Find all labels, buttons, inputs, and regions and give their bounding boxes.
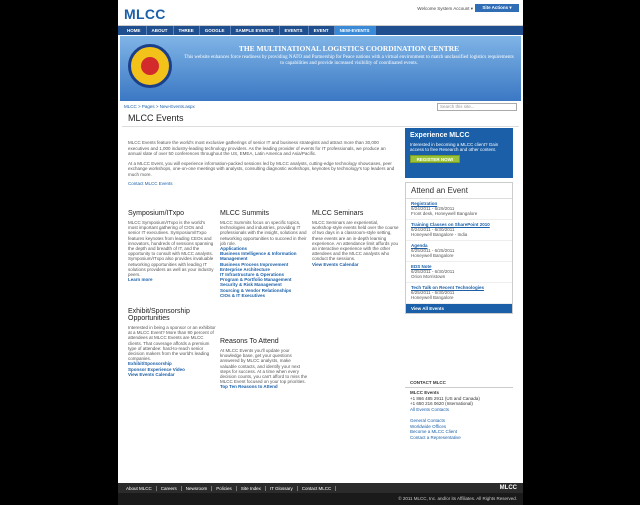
promo-title: Experience MLCC xyxy=(410,132,470,139)
contact-events-link[interactable]: Contact MLCC Events xyxy=(128,181,173,186)
summits-title: MLCC Summits xyxy=(220,210,270,217)
summit-link[interactable]: Business Process Improvement xyxy=(220,261,289,267)
event-title-link[interactable]: EDS Note xyxy=(411,264,432,269)
summit-link[interactable]: Applications xyxy=(220,246,248,252)
symposium-learn-more-link[interactable]: Learn more xyxy=(128,277,153,283)
footer-link[interactable]: About MLCC xyxy=(122,486,157,491)
sponsorship-calendar-link[interactable]: View Events Calendar xyxy=(128,371,175,377)
nav-event[interactable]: EVENT xyxy=(309,26,335,35)
footer-link[interactable]: Site Index xyxy=(237,486,266,491)
summits-text: MLCC Summits focus on specific topics, technologies and industries, providing IT professionals with the insight, solutions and networking opportunities to succeed in their job role. xyxy=(220,220,307,246)
site-actions-button[interactable]: Site Actions ▾ xyxy=(475,4,519,12)
contact-link[interactable]: Contact a Representative xyxy=(410,434,461,440)
summit-link[interactable]: Security & Risk Management xyxy=(220,282,282,288)
banner xyxy=(120,36,521,101)
seminars-title: MLCC Seminars xyxy=(312,210,364,217)
event-place: Orion Morristown xyxy=(411,274,446,279)
summits-column xyxy=(220,210,308,298)
contact-header: CONTACT MLCC xyxy=(405,378,513,388)
page-title: MLCC Events xyxy=(122,113,519,127)
copyright: © 2011 MLCC, Inc. and/or its Affiliates. All Rights Reserved. xyxy=(118,493,523,505)
footer-link[interactable]: IT Glossary xyxy=(266,486,298,491)
contact-phone: +1 650 216 0620 (International) xyxy=(410,401,473,406)
attend-event-panel xyxy=(405,182,513,314)
welcome-menu[interactable]: Welcome System Account ▾ xyxy=(417,6,473,11)
summit-link[interactable]: IT Infrastructure & Operations xyxy=(220,272,285,278)
event-date: 6/24/2011 - 6/29/2011 xyxy=(411,206,455,211)
reasons-text: At MLCC Events you'll update your knowledge base, get your questions answered by MLCC analysts, make valuable contacts, and identify your next steps for success. At a time when every decision counts, you can't afford to miss the MLCC Event focused on your top priorities. xyxy=(220,348,308,385)
event-date: 6/25/2011 - 6/25/2011 xyxy=(411,248,455,253)
experience-promo xyxy=(405,128,513,178)
event-place: Honeywell Bangalore xyxy=(411,295,454,300)
summit-link[interactable]: Program & Portfolio Management xyxy=(220,277,292,283)
seminars-text: MLCC Seminars are experiential, workshop-style events held over the course of two days in a classroom-style setting, these events are an in-depth learning experience. An attendance limit affords you an interactive experience with the other attendees and the MLCC analysts who conduct the sessions. xyxy=(312,220,399,262)
contact-link[interactable]: General Contacts xyxy=(410,418,446,423)
sponsorship-link[interactable]: Exhibit/Sponsorship xyxy=(128,361,172,367)
reasons-title: Reasons To Attend xyxy=(220,338,279,345)
reasons-column xyxy=(220,338,308,390)
intro-paragraph: MLCC Events feature the world's most exclusive gatherings of senior IT and business strategists and attract more than 30,000 executives and 1,000 industry-leading technology providers. As the leading provider of events for IT professionals, we produce an annual slate of over 50 conferences throughout the US, EMEA, Latin America and Asia/Pacific. xyxy=(128,140,386,156)
nav-home[interactable]: HOME xyxy=(122,26,147,35)
summit-link[interactable]: CIOs & IT Executives xyxy=(220,292,266,298)
footer-logo: MLCC xyxy=(499,485,517,491)
footer-link[interactable]: Policies xyxy=(212,486,237,491)
seminars-calendar-link[interactable]: View Events Calendar xyxy=(312,261,359,267)
contact-subheader: MLCC Events xyxy=(410,390,440,395)
register-now-button[interactable]: REGISTER NOW! xyxy=(410,155,460,163)
sponsorship-title: Exhibit/Sponsorship Opportunities xyxy=(128,308,190,322)
event-title-link[interactable]: Registration xyxy=(411,201,438,206)
event-place: Honeywell Bangalore xyxy=(411,253,454,258)
breadcrumb[interactable]: MLCC > Pages > New-Events.aspx xyxy=(124,104,195,109)
event-place: Honeywell Bangalore - India xyxy=(411,232,468,237)
symposium-title: Symposium/ITxpo xyxy=(128,210,185,217)
page xyxy=(118,0,523,505)
summit-link[interactable]: Enterprise Architecture xyxy=(220,266,270,272)
nav-google[interactable]: GOOGLE xyxy=(200,26,231,35)
intro-text xyxy=(128,140,398,191)
nav-sample-events[interactable]: SAMPLE EVENTS xyxy=(231,26,280,35)
event-date: 6/25/2011 - 6/30/2011 xyxy=(411,290,455,295)
event-place: Front desk, Honeywell Bangalore xyxy=(411,211,478,216)
reasons-link[interactable]: Top Ten Reasons to Attend xyxy=(220,384,278,390)
mlcc-seal-icon xyxy=(128,44,172,88)
nav-about[interactable]: ABOUT xyxy=(147,26,174,35)
sponsorship-column xyxy=(128,308,216,377)
contact-link[interactable]: Become a MLCC Client xyxy=(410,429,458,434)
nav-events[interactable]: EVENTS xyxy=(280,26,309,35)
symposium-column xyxy=(128,210,216,282)
top-bar xyxy=(118,0,523,26)
view-all-events-link[interactable]: View All Events xyxy=(406,304,512,313)
summit-link[interactable]: Sourcing & Vendor Relationships xyxy=(220,287,292,293)
contact-phone: +1 866 485 2911 (US and Canada) xyxy=(410,395,480,401)
event-date: 6/24/2011 - 6/30/2011 xyxy=(411,227,455,232)
top-nav xyxy=(118,26,523,35)
site-logo[interactable]: MLCC xyxy=(124,6,166,22)
event-title-link[interactable]: Tech Talk on Recent Technologies xyxy=(411,285,485,290)
footer-nav xyxy=(118,483,523,493)
banner-title: THE MULTINATIONAL LOGISTICS COORDINATION CENTRE xyxy=(238,44,460,53)
seminars-column xyxy=(312,210,400,267)
footer-link[interactable]: Careers xyxy=(157,486,182,491)
nav-new-events[interactable]: NEW-EVENTS xyxy=(335,26,376,35)
event-item xyxy=(406,283,512,304)
attend-title: Attend an Event xyxy=(406,183,512,199)
right-column xyxy=(405,128,513,314)
promo-text: Interested in becoming a MLCC client? Gain access to free Research and other content. xyxy=(410,142,499,152)
search-input[interactable]: Search this site... xyxy=(437,103,517,111)
summit-link[interactable]: Business Intelligence & Information Management xyxy=(220,251,297,262)
event-item xyxy=(406,199,512,220)
all-contacts-link[interactable]: All Events Contacts xyxy=(410,406,450,412)
sponsor-video-link[interactable]: Sponsor Experience Video xyxy=(128,366,185,372)
event-date: 6/25/2011 - 6/30/2011 xyxy=(411,269,455,274)
event-item xyxy=(406,241,512,262)
event-title-link[interactable]: Training Classes on SharePoint 2010 xyxy=(411,222,490,227)
banner-subtitle: This website enhances force readiness by providing NATO and Partnership for Peace nations with a virtual environment to match unclassified logistics requirements to capabilities and provide increased visibility of coordinated events. xyxy=(184,55,514,66)
contact-panel xyxy=(405,378,513,440)
intro-paragraph: At a MLCC Event, you will experience information-packed sessions led by MLCC analysts, cutting-edge technology showcases, peer exchange workshops, one-on-one meetings with analysts, consulting diagnostic workshops, keynotes by technology's top leaders and much more. xyxy=(128,160,395,177)
footer-link[interactable]: Contact MLCC xyxy=(298,486,337,491)
footer-link[interactable]: Newsroom xyxy=(182,486,213,491)
event-item xyxy=(406,220,512,241)
event-title-link[interactable]: Agenda xyxy=(411,243,428,248)
event-item xyxy=(406,262,512,283)
symposium-text: MLCC Symposium/ITxpo is the world's most important gathering of CIOs and senior IT executives. Symposium/ITxpo features keynotes from leading CEOs and innovators, hundreds of sessions spanning the depth and breadth of IT, and the opportunity to consult with MLCC analysts. Symposium/ITxpo also provides invaluable networking opportunities with leading IT solutions providers as well as your industry peers. xyxy=(128,220,214,278)
contact-link[interactable]: Worldwide Offices xyxy=(410,423,447,429)
sponsorship-text: Interested in being a sponsor or an exhibitor at a MLCC Event? More than 90 percent of attendees at MLCC Events are MLCC clients. That coverage affords a premium type of attendee: hard-to-reach senior decision makers from the world's leading companies. xyxy=(128,325,216,362)
sub-bar xyxy=(118,101,523,113)
nav-three[interactable]: THREE xyxy=(174,26,200,35)
